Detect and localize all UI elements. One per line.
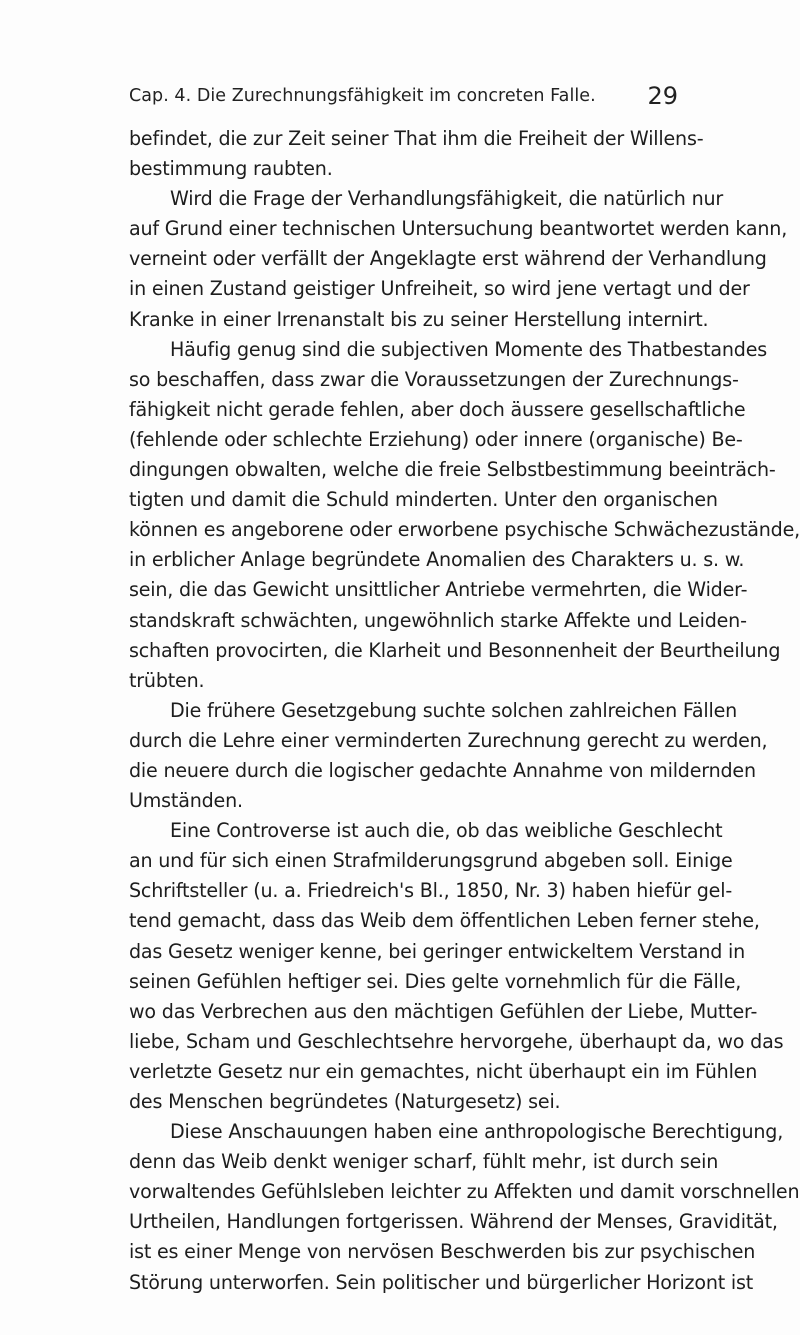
body-text bbox=[129, 124, 800, 1298]
text-line: verneint oder verfällt der Angeklagte erst während der Verhandlung bbox=[129, 247, 767, 271]
text-line: die neuere durch die logischer gedachte Annahme von mildernden bbox=[129, 758, 756, 782]
text-line: Diese Anschauungen haben eine anthropologische Berechtigung, bbox=[170, 1120, 784, 1144]
text-line: Häufig genug sind die subjectiven Momente des Thatbestandes bbox=[170, 337, 768, 361]
text-line: dingungen obwalten, welche die freie Selbstbestimmung beeinträch- bbox=[129, 458, 776, 482]
text-line: trübten. bbox=[129, 668, 205, 692]
page-number: 29 bbox=[647, 82, 678, 110]
text-line: sein, die das Gewicht unsittlicher Antriebe vermehrten, die Wider- bbox=[129, 578, 748, 602]
text-line: in erblicher Anlage begründete Anomalien des Charakters u. s. w. bbox=[129, 548, 745, 572]
text-line: Eine Controverse ist auch die, ob das weibliche Geschlecht bbox=[170, 819, 723, 843]
text-line: seinen Gefühlen heftiger sei. Dies gelte vornehmlich für die Fälle, bbox=[129, 969, 742, 993]
text-line: in einen Zustand geistiger Unfreiheit, so wird jene vertagt und der bbox=[129, 277, 750, 301]
text-line: Schriftsteller (u. a. Friedreich's Bl., 1850, Nr. 3) haben hiefür gel- bbox=[129, 879, 733, 903]
text-line: befindet, die zur Zeit seiner That ihm die Freiheit der Willens- bbox=[129, 127, 704, 150]
text-line: so beschaffen, dass zwar die Voraussetzungen der Zurechnungs- bbox=[129, 367, 739, 391]
text-line: Die frühere Gesetzgebung suchte solchen zahlreichen Fällen bbox=[170, 698, 738, 722]
text-line: des Menschen begründetes (Naturgesetz) sei. bbox=[129, 1090, 561, 1113]
running-head: Cap. 4. Die Zurechnungsfähigkeit im concreten Falle. bbox=[129, 86, 596, 106]
text-line: vorwaltendes Gefühlsleben leichter zu Affekten und damit vorschnellen bbox=[129, 1180, 800, 1204]
text-line: liebe, Scham und Geschlechtsehre hervorgehe, überhaupt da, wo das bbox=[129, 1029, 784, 1053]
text-line: auf Grund einer technischen Untersuchung beantwortet werden kann, bbox=[129, 217, 788, 241]
text-line: wo das Verbrechen aus den mächtigen Gefühlen der Liebe, Mutter- bbox=[129, 999, 758, 1023]
text-line: Urtheilen, Handlungen fortgerissen. Während der Menses, Gravidität, bbox=[129, 1210, 778, 1234]
text-line: schaften provocirten, die Klarheit und Besonnenheit der Beurtheilung bbox=[129, 638, 781, 662]
text-line: Wird die Frage der Verhandlungsfähigkeit, die natürlich nur bbox=[170, 187, 724, 211]
text-line: Umständen. bbox=[129, 789, 243, 813]
text-line: können es angeborene oder erworbene psychische Schwächezustände, bbox=[129, 518, 800, 542]
text-line: fähigkeit nicht gerade fehlen, aber doch äussere gesellschaftliche bbox=[129, 397, 746, 421]
text-line: standskraft schwächten, ungewöhnlich starke Affekte und Leiden- bbox=[129, 608, 747, 632]
text-line: das Gesetz weniger kenne, bei geringer entwickeltem Verstand in bbox=[129, 939, 746, 963]
text-line: an und für sich einen Strafmilderungsgrund abgeben soll. Einige bbox=[129, 849, 733, 873]
text-line: tend gemacht, dass das Weib dem öffentlichen Leben ferner stehe, bbox=[129, 909, 760, 933]
text-line: Kranke in einer Irrenanstalt bis zu seiner Herstellung internirt. bbox=[129, 307, 709, 331]
text-line: tigten und damit die Schuld minderten. Unter den organischen bbox=[129, 488, 718, 512]
text-line: verletzte Gesetz nur ein gemachtes, nicht überhaupt ein im Fühlen bbox=[129, 1059, 758, 1083]
text-line: (fehlende oder schlechte Erziehung) oder innere (organische) Be- bbox=[129, 427, 743, 451]
page-header bbox=[129, 84, 678, 114]
text-line: denn das Weib denkt weniger scharf, fühlt mehr, ist durch sein bbox=[129, 1150, 719, 1174]
text-line: durch die Lehre einer verminderten Zurechnung gerecht zu werden, bbox=[129, 728, 768, 752]
text-line: Störung unterworfen. Sein politischer und bürgerlicher Horizont ist bbox=[129, 1270, 754, 1294]
text-line: ist es einer Menge von nervösen Beschwerden bis zur psychischen bbox=[129, 1240, 756, 1264]
text-line: bestimmung raubten. bbox=[129, 157, 333, 181]
